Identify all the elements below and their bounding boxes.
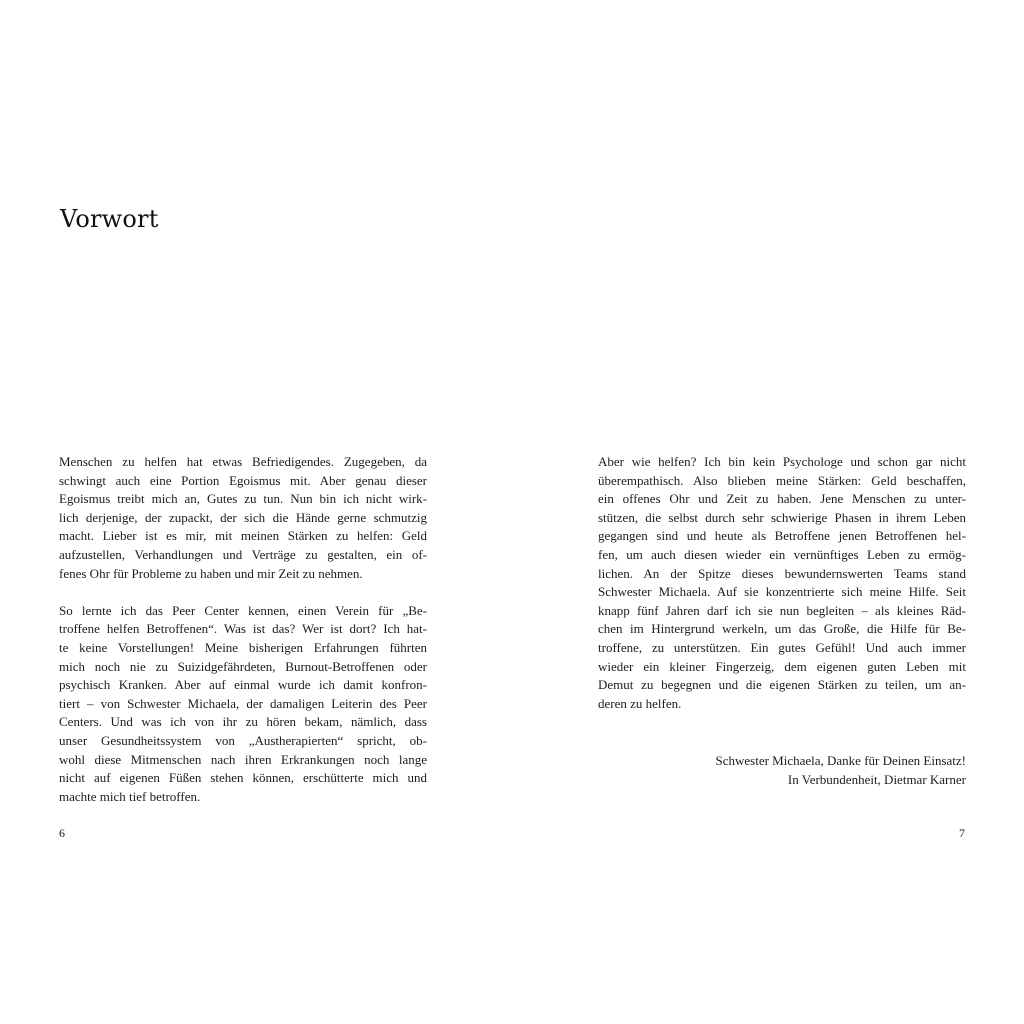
text-line: tiert – von Schwester Michaela, der damaligen Leiterin des Peer (59, 695, 427, 711)
text-line: fen, um auch diesen wieder ein vernünftiges Leben zu ermög- (598, 546, 966, 562)
text-line: psychisch Kranken. Aber auf einmal wurde ich damit konfron- (59, 677, 427, 693)
text-line: wieder ein kleiner Fingerzeig, dem eigenen guten Leben mit (598, 658, 966, 674)
text-line: mich noch nie zu Suizidgefährdeten, Burnout-Betroffenen oder (59, 658, 427, 674)
text-line: troffene, zu unterstützen. Ein gutes Gefühl! Und auch immer (598, 639, 966, 655)
paragraph (59, 453, 427, 583)
text-line: knapp fünf Jahren darf ich sie nun begleiten – als kleines Räd- (598, 602, 966, 618)
text-line: machte mich tief betroffen. (59, 788, 201, 804)
text-line: lich derjenige, der zupackt, der sich die Hände gerne schmutzig (59, 509, 427, 525)
text-line: wohl diese Mitmenschen nach ihren Erkrankungen noch lange (59, 751, 427, 767)
text-line: gegangen sind und heute als Betroffene jenen Betroffenen hel- (598, 528, 966, 544)
text-line: Menschen zu helfen hat etwas Befriedigendes. Zugegeben, da (59, 454, 427, 469)
text-line: nicht auf eigenen Füßen stehen können, erschütterte mich und (59, 770, 427, 786)
text-line: fenes Ohr für Probleme zu haben und mir Zeit zu nehmen. (59, 565, 363, 581)
text-line: schwingt auch eine Portion Egoismus mit. Aber genau dieser (59, 472, 427, 488)
text-line: chen im Hintergrund werkeln, um das Große, die Hilfe für Be- (598, 621, 966, 637)
signature-block (598, 752, 966, 789)
text-line: macht. Lieber ist es mir, mit meinen Stärken zu helfen: Geld (59, 528, 427, 544)
text-line: Schwester Michaela. Auf sie konzentrierte sich meine Hilfe. Seit (598, 584, 966, 600)
text-line: deren zu helfen. (598, 695, 682, 711)
text-line: aufzustellen, Verhandlungen und Verträge zu gestalten, ein of- (59, 546, 427, 562)
text-line: Egoismus treibt mich an, Gutes zu tun. Nun bin ich nicht wirk- (59, 491, 427, 507)
paragraph (598, 453, 966, 713)
signature-line: In Verbundenheit, Dietmar Karner (787, 771, 966, 787)
left-page-body (59, 453, 427, 806)
text-line: ein offenes Ohr und Zeit zu haben. Jene Menschen zu unter- (598, 491, 966, 507)
text-line: So lernte ich das Peer Center kennen, einen Verein für „Be- (59, 602, 427, 618)
right-page-body (598, 453, 966, 713)
text-line: stützen, die selbst durch sehr schwierige Phasen in ihrem Leben (598, 509, 966, 525)
page-number-right: 7 (959, 826, 965, 840)
page-number-left: 6 (59, 826, 65, 840)
text-line: lichen. An der Spitze dieses bewundernswerten Teams stand (598, 565, 966, 581)
paragraph (59, 602, 427, 807)
text-line: troffene helfen Betroffenen“. Was ist das? Wer ist dort? Ich hat- (59, 621, 427, 637)
text-line: te keine Vorstellungen! Meine bisherigen Erfahrungen führten (59, 639, 427, 655)
text-line: Aber wie helfen? Ich bin kein Psychologe und schon gar nicht (598, 454, 966, 469)
signature-line: Schwester Michaela, Danke für Deinen Einsatz! (715, 753, 966, 768)
text-line: unser Gesundheitssystem von „Austherapierten“ spricht, ob- (59, 732, 427, 748)
chapter-title: Vorwort (60, 205, 159, 233)
text-line: Demut zu begegnen und die eigenen Stärken zu teilen, um an- (598, 677, 966, 693)
text-line: überempathisch. Also blieben meine Stärken: Geld beschaffen, (598, 472, 966, 488)
paragraph-gap (59, 583, 427, 602)
text-line: Centers. Und was ich von ihr zu hören bekam, nämlich, dass (59, 714, 427, 730)
